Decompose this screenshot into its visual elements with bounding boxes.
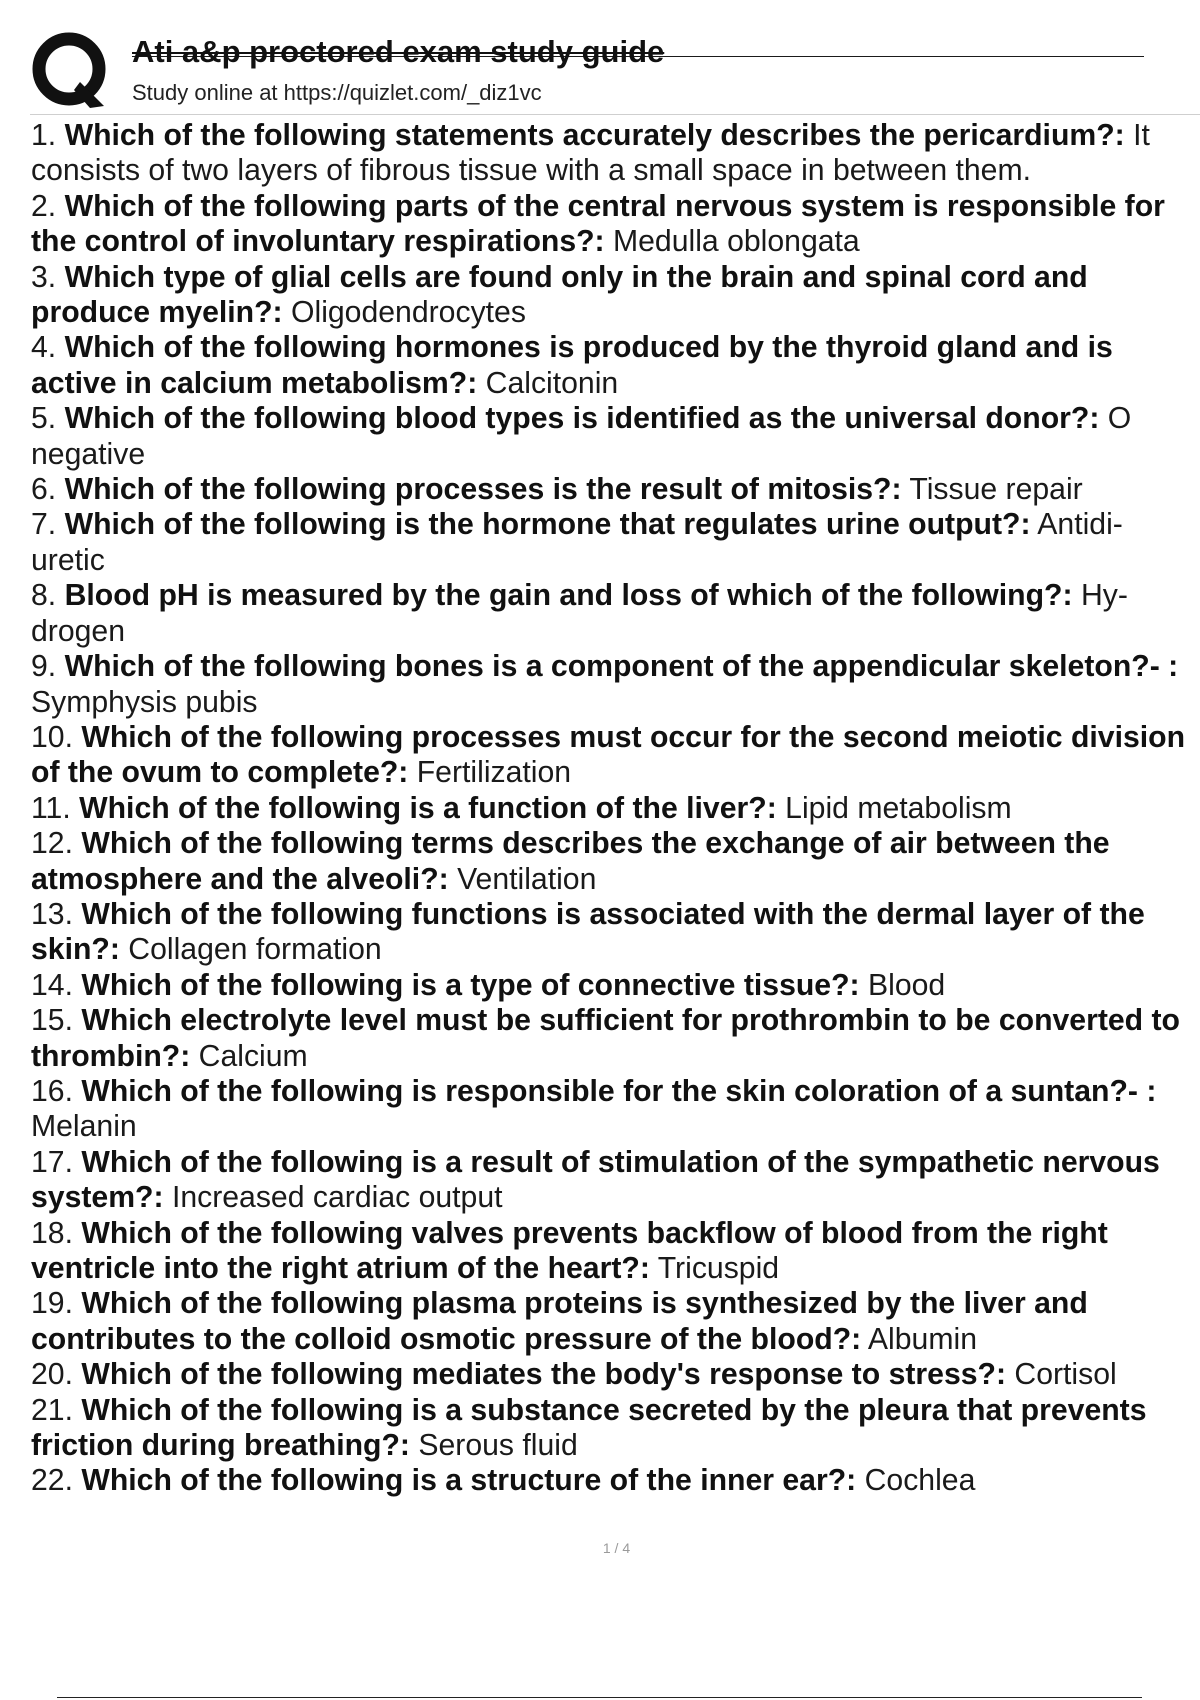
qa-question: Which of the following is a result of stimulation of the sympathetic nervous system?: bbox=[31, 1145, 1160, 1215]
qa-question: Which of the following terms describes the exchange of air between the atmosphere and the alveoli?: bbox=[31, 827, 1110, 896]
qa-answer: Tricuspid bbox=[657, 1252, 780, 1285]
qa-number: 14. bbox=[31, 968, 73, 1002]
qa-item bbox=[31, 260, 1200, 331]
qa-answer: Symphysis pubis bbox=[31, 685, 258, 719]
qa-question: Which of the following mediates the body's response to stress?: bbox=[81, 1358, 1007, 1392]
quizlet-q-logo-icon bbox=[32, 32, 110, 110]
document-title: Ati a&p proctored exam study guide bbox=[132, 34, 665, 69]
qa-answer: Albumin bbox=[867, 1322, 977, 1356]
qa-number: 16. bbox=[31, 1074, 73, 1108]
qa-item bbox=[31, 189, 1200, 260]
qa-item bbox=[31, 507, 1200, 578]
qa-number: 5. bbox=[31, 402, 57, 436]
qa-answer: Calcium bbox=[198, 1039, 308, 1073]
qa-number: 11. bbox=[31, 791, 71, 825]
qa-number: 22. bbox=[31, 1464, 73, 1498]
qa-number: 4. bbox=[31, 331, 57, 365]
qa-answer: Cortisol bbox=[1014, 1358, 1117, 1392]
qa-item bbox=[31, 1003, 1200, 1074]
qa-item bbox=[31, 1286, 1200, 1357]
qa-item bbox=[31, 472, 1200, 507]
qa-item bbox=[31, 791, 1200, 826]
qa-number: 9. bbox=[31, 650, 57, 684]
qa-question: Which of the following processes must occur for the second meiotic division of the ovum to complete?: bbox=[31, 720, 1186, 790]
qa-number: 7. bbox=[31, 508, 57, 542]
qa-answer: Tissue repair bbox=[909, 473, 1083, 507]
study-online-link[interactable]: Study online at https://quizlet.com/_diz1vc bbox=[132, 80, 542, 105]
qa-answer: Increased cardiac output bbox=[171, 1181, 503, 1215]
qa-number: 20. bbox=[31, 1358, 73, 1392]
qa-question: Which of the following is a structure of the inner ear?: bbox=[81, 1464, 857, 1498]
qa-answer: It consists of two layers of fibrous tissue with a small space in between them. bbox=[31, 119, 1150, 188]
qa-item bbox=[31, 330, 1200, 401]
qa-number: 6. bbox=[31, 473, 57, 507]
qa-answer: Lipid metabolism bbox=[785, 791, 1012, 825]
qa-question: Which of the following is a substance secreted by the pleura that prevents friction during breathing?: bbox=[31, 1393, 1147, 1463]
qa-answer: Oligodendrocytes bbox=[291, 296, 526, 330]
qa-question: Which of the following bones is a component of the appendicular skeleton?- : bbox=[64, 650, 1179, 684]
qa-item bbox=[31, 968, 1200, 1003]
qa-question: Which of the following is responsible for the skin coloration of a suntan?- : bbox=[81, 1074, 1157, 1108]
qa-item bbox=[31, 1145, 1200, 1216]
qa-answer: Hy- drogen bbox=[31, 579, 1128, 648]
qa-item bbox=[31, 401, 1200, 472]
qa-item bbox=[31, 897, 1200, 968]
qa-question: Which of the following is a type of connective tissue?: bbox=[81, 968, 860, 1002]
qa-item bbox=[31, 1074, 1200, 1145]
qa-number: 15. bbox=[31, 1004, 73, 1038]
qa-question: Which of the following blood types is identified as the universal donor?: bbox=[64, 402, 1100, 436]
qa-question: Blood pH is measured by the gain and loss of which of the following?: bbox=[64, 579, 1073, 613]
qa-question: Which of the following parts of the central nervous system is responsible for the control of involuntary respirations?: bbox=[31, 189, 1165, 259]
qa-number: 19. bbox=[31, 1287, 73, 1321]
qa-item bbox=[31, 1463, 1200, 1498]
qa-question: Which of the following functions is associated with the dermal layer of the skin?: bbox=[31, 897, 1145, 967]
qa-question: Which of the following statements accurately describes the pericardium?: bbox=[64, 119, 1125, 152]
qa-number: 21. bbox=[31, 1393, 73, 1427]
qa-answer: Serous fluid bbox=[418, 1429, 578, 1463]
qa-number: 10. bbox=[31, 720, 73, 754]
qa-answer: Blood bbox=[867, 968, 946, 1002]
qa-answer: Calcitonin bbox=[485, 366, 619, 400]
qa-answer: Antidi- uretic bbox=[31, 508, 1123, 577]
qa-question: Which of the following valves prevents backflow of blood from the right ventricle into the right atrium of the heart?: bbox=[31, 1216, 1108, 1285]
qa-item bbox=[31, 826, 1200, 897]
qa-question: Which electrolyte level must be sufficient for prothrombin to be converted to thrombin?: bbox=[31, 1004, 1180, 1073]
qa-item bbox=[31, 1393, 1200, 1464]
qa-number: 3. bbox=[31, 260, 57, 294]
footer-rule bbox=[57, 1697, 1142, 1698]
document-header bbox=[0, 0, 1200, 118]
page-number: 1 / 4 bbox=[602, 1540, 631, 1556]
qa-question: Which of the following hormones is produced by the thyroid gland and is active in calcium metabolism?: bbox=[31, 331, 1113, 400]
qa-number: 1. bbox=[31, 119, 57, 152]
qa-question: Which of the following is the hormone that regulates urine output?: bbox=[64, 508, 1031, 542]
qa-question: Which type of glial cells are found only in the brain and spinal cord and produce myelin?: bbox=[31, 260, 1088, 330]
qa-answer: Ventilation bbox=[457, 862, 597, 896]
qa-item bbox=[31, 720, 1200, 791]
qa-question: Which of the following is a function of the liver?: bbox=[79, 791, 777, 825]
qa-list bbox=[31, 118, 1200, 1499]
qa-answer: Medulla oblongata bbox=[613, 225, 860, 259]
qa-number: 12. bbox=[31, 827, 73, 861]
qa-question: Which of the following processes is the result of mitosis?: bbox=[64, 473, 902, 507]
qa-number: 13. bbox=[31, 897, 73, 931]
qa-number: 18. bbox=[31, 1216, 73, 1250]
qa-number: 17. bbox=[31, 1145, 73, 1179]
qa-answer: Cochlea bbox=[864, 1464, 976, 1498]
qa-answer: Collagen formation bbox=[128, 933, 382, 967]
qa-answer: Fertilization bbox=[416, 756, 572, 790]
qa-answer: O negative bbox=[31, 402, 1132, 471]
qa-item bbox=[31, 1216, 1200, 1287]
qa-item bbox=[31, 118, 1200, 189]
qa-answer: Melanin bbox=[31, 1110, 137, 1144]
qa-number: 2. bbox=[31, 189, 57, 223]
qa-number: 8. bbox=[31, 579, 57, 613]
header-divider bbox=[30, 114, 1200, 115]
qa-item bbox=[31, 1357, 1200, 1392]
qa-question: Which of the following plasma proteins is synthesized by the liver and contributes to the colloid osmotic pressure of the blood?: bbox=[31, 1287, 1088, 1356]
qa-item bbox=[31, 578, 1200, 649]
qa-item bbox=[31, 649, 1200, 720]
